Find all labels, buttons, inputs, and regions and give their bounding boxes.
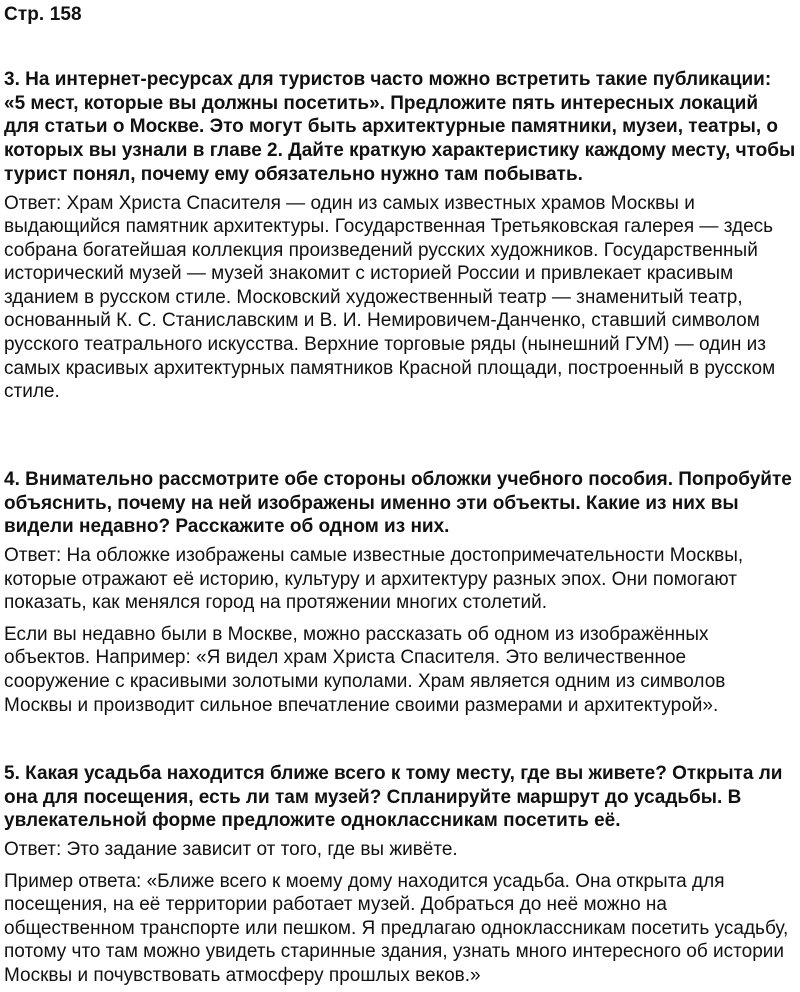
page-number: Стр. 158 [4, 4, 82, 25]
task-3 [4, 68, 796, 404]
task-3-question: 3. На интернет-ресурсах для туристов часто можно встретить такие публикации: «5 мест, которые вы должны посетить». Предложите пять интересных локаций для статьи о Москве. Это могут быть архитектурные памятники, музеи, театры, о которых вы узнали в главе 2. Дайте краткую характеристику каждому месту, чтобы турист понял, почему ему обязательно нужно там побывать. [4, 69, 796, 185]
task-5 [4, 762, 796, 988]
task-4 [4, 468, 796, 717]
task-4-answer: Ответ: На обложке изображены самые известные достопримечательности Москвы, которые отражают её историю, культуру и архитектуру разных эпох. Они помогают показать, как менялся город на протяжении многих столетий. [4, 545, 744, 614]
task-4-question: 4. Внимательно рассмотрите обе стороны обложки учебного пособия. Попробуйте объяснить, почему на ней изображены именно эти объекты. Какие из них вы видели недавно? Расскажите об одном из них. [4, 469, 792, 538]
task-5-question: 5. Какая усадьба находится ближе всего к тому месту, где вы живете? Открыта ли она для посещения, есть ли там музей? Спланируйте маршрут до усадьбы. В увлекательной форме предложите одноклассникам посетить её. [4, 763, 783, 832]
task-5-answer-example: Пример ответа: «Ближе всего к моему дому находится усадьба. Она открыта для посещения, на её территории работает музей. Добраться до неё можно на общественном транспорте или пешком. Я предлагаю одноклассникам посетить усадьбу, потому что там можно увидеть старинные здания, узнать много интересного об истории Москвы и почувствовать атмосферу прошлых веков.» [4, 870, 789, 987]
task-3-answer: Ответ: Храм Христа Спасителя — один из самых известных храмов Москвы и выдающийся памятник архитектуры. Государственная Третьяковская галерея — здесь собрана богатейшая коллекция произведений русских художников. Государственный исторический музей — музей знакомит с историей России и привлекает красивым зданием в русском стиле. Московский художественный театр — знаменитый театр, основанный К. С. Станиславским и В. И. Немировичем-Данченко, ставший символом русского театрального искусства. Верхние торговые ряды (нынешний ГУМ) — один из самых красивых архитектурных памятников Красной площади, построенный в русском стиле. [4, 192, 776, 403]
task-5-answer: Ответ: Это задание зависит от того, где вы живёте. [4, 839, 458, 861]
task-4-answer-example: Если вы недавно были в Москве, можно рассказать об одном из изображённых объектов. Например: «Я видел храм Христа Спасителя. Это величественное сооружение с красивыми золотыми куполами. Храм является одним из символов Москвы и производит сильное впечатление своими размерами и архитектурой». [4, 623, 726, 716]
